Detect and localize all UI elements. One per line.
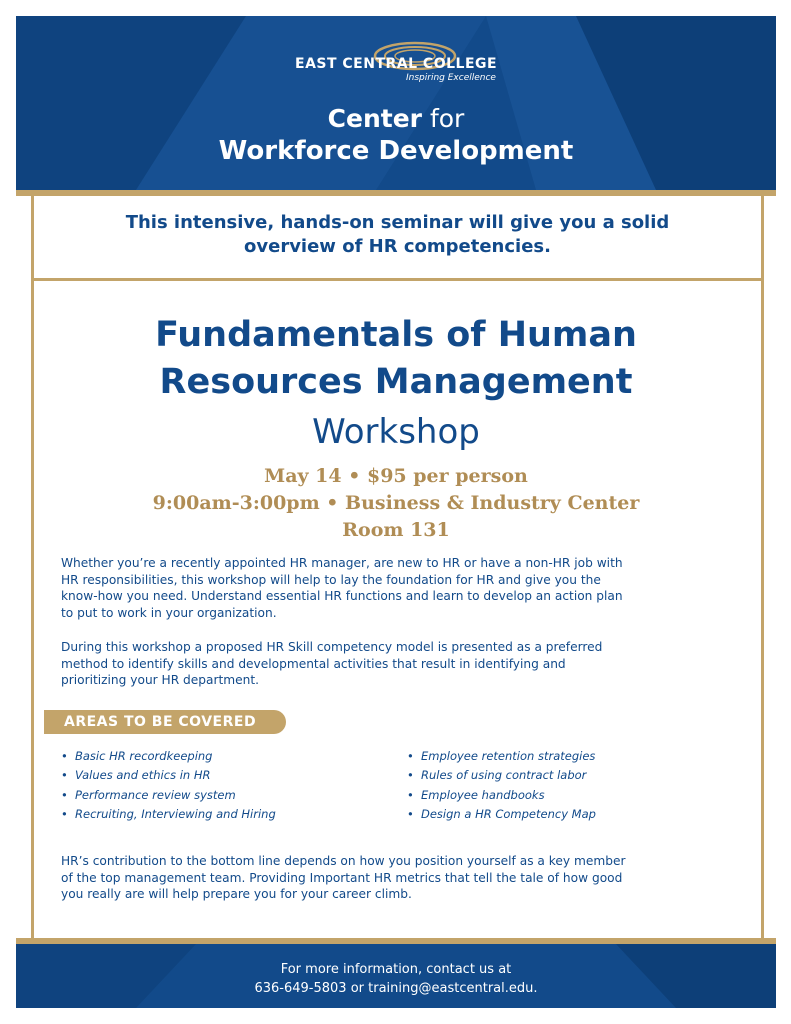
event-date-price: May 14 • $95 per person: [264, 465, 528, 487]
header-banner: [16, 16, 776, 190]
event-time-location: 9:00am-3:00pm • Business & Industry Center: [152, 492, 640, 514]
list-item-text: Values and ethics in HR: [75, 768, 211, 783]
closing-paragraph: [61, 853, 736, 903]
footer-banner: [16, 944, 776, 1008]
logo-tagline: Inspiring Excellence: [406, 73, 496, 83]
description-paragraph-1: [61, 555, 736, 621]
flyer-page: [16, 16, 776, 1008]
list-item: [407, 786, 596, 805]
paragraph-line: method to identify skills and developmental activities that result in identifying and: [61, 656, 566, 671]
bullet: •: [407, 806, 414, 821]
event-details: [16, 463, 776, 544]
workshop-title: [16, 312, 776, 406]
bullet: •: [61, 806, 68, 821]
bullet: •: [407, 768, 414, 783]
list-item: [61, 747, 276, 766]
paragraph-line: of the top management team. Providing Important HR metrics that tell the tale of how good: [61, 870, 623, 885]
bullet: •: [61, 749, 68, 763]
intro-line: This intensive, hands-on seminar will give you a solid: [125, 212, 670, 233]
logo-name: EAST CENTRAL COLLEGE: [295, 56, 498, 72]
bullet: •: [61, 768, 68, 783]
areas-list-left: [61, 747, 276, 824]
list-item: [407, 805, 596, 824]
paragraph-line: to put to work in your organization.: [61, 605, 277, 620]
workshop-subtitle: Workshop: [312, 412, 480, 452]
intro-box: [31, 196, 764, 281]
list-item-text: Recruiting, Interviewing and Hiring: [75, 806, 276, 821]
header-center-word: Center: [327, 104, 422, 133]
paragraph-line: Whether you’re a recently appointed HR manager, are new to HR or have a non-HR job with: [61, 556, 623, 570]
list-item-text: Employee handbooks: [421, 787, 545, 802]
event-room: Room 131: [342, 519, 450, 541]
paragraph-line: know-how you need. Understand essential HR functions and learn to develop an action plan: [61, 589, 623, 603]
list-item-text: Performance review system: [75, 787, 236, 802]
list-item: [61, 786, 276, 805]
list-item-text: Basic HR recordkeeping: [75, 749, 213, 763]
list-item: [407, 766, 596, 785]
bullet: •: [407, 749, 414, 763]
contact-info: [16, 960, 776, 998]
header-for-word: for: [429, 104, 465, 133]
paragraph-line: you really are will help prepare you for your career climb.: [61, 887, 412, 901]
list-item: [407, 747, 596, 766]
paragraph-line: During this workshop a proposed HR Skill competency model is presented as a preferred: [61, 640, 603, 654]
intro-text: [31, 211, 764, 259]
paragraph-line: prioritizing your HR department.: [61, 673, 260, 687]
description-paragraph-2: [61, 639, 736, 689]
paragraph-line: HR’s contribution to the bottom line depends on how you position yourself as a key member: [61, 854, 626, 868]
contact-line: 636-649-5803 or training@eastcentral.edu.: [254, 981, 538, 996]
areas-list-right: [407, 747, 596, 824]
list-item-text: Rules of using contract labor: [421, 768, 587, 783]
contact-line: For more information, contact us at: [280, 962, 512, 977]
title-line: Resources Management: [159, 362, 633, 402]
intro-line: overview of HR competencies.: [244, 236, 551, 257]
title-line: Fundamentals of Human: [155, 315, 637, 355]
list-item: [61, 805, 276, 824]
list-item: [61, 766, 276, 785]
header-title: [16, 102, 776, 168]
paragraph-line: HR responsibilities, this workshop will help to lay the foundation for HR and give you the: [61, 572, 601, 587]
list-item-text: Design a HR Competency Map: [421, 806, 596, 821]
college-logo: [286, 38, 516, 98]
bullet: •: [407, 787, 414, 802]
bullet: •: [61, 787, 68, 802]
header-line2: Workforce Development: [218, 136, 574, 166]
areas-heading: AREAS TO BE COVERED: [44, 710, 286, 734]
list-item-text: Employee retention strategies: [421, 749, 596, 763]
